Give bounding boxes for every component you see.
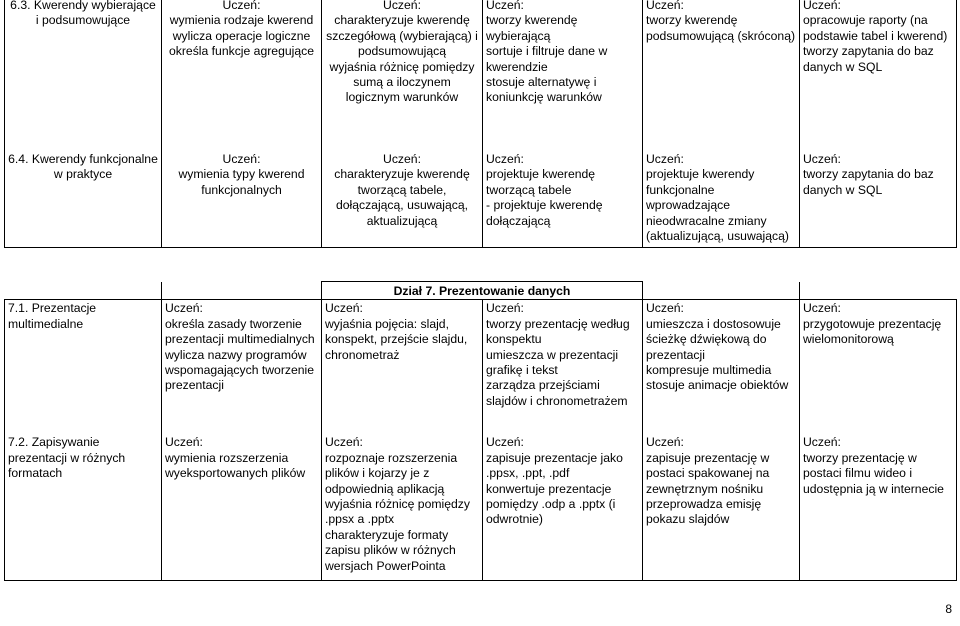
lower-row	[5, 300, 957, 581]
section-title-text: Dział 7. Prezentowanie danych	[393, 284, 571, 298]
requirement: zapisuje prezentację w postaci spakowanej na zewnętrznym nośniku	[646, 450, 770, 496]
requirement: opracowuje raporty (na podstawie tabel i kwerend)	[803, 13, 948, 43]
requirement: tworzy zapytania do baz danych w SQL	[803, 44, 934, 74]
level-cell-3	[483, 300, 643, 581]
student-label: Uczeń:	[165, 301, 203, 316]
requirement: konwertuje prezentacje pomiędzy .odp a .pptx (i odwrotnie)	[486, 481, 616, 527]
student-label: Uczeń:	[486, 435, 524, 450]
student-label: Uczeń:	[383, 152, 421, 166]
level-cell-1	[162, 0, 322, 248]
requirement: rozpoznaje rozszerzenia plików i kojarzy je z odpowiednią aplikacją	[325, 450, 458, 496]
blank-cell	[800, 282, 957, 300]
requirement: charakteryzuje kwerendę tworzącą tabele, dołączającą, usuwającą, aktualizującą	[334, 167, 470, 228]
page-number: 8	[945, 602, 952, 616]
requirement: przygotowuje prezentację wielomonitorową	[803, 316, 942, 347]
level-cell-5	[800, 300, 957, 581]
blank-cell	[5, 282, 162, 300]
student-label: Uczeń:	[325, 301, 363, 316]
requirement: określa funkcje agregujące	[169, 44, 314, 59]
requirement: określa zasady tworzenie prezentacji multimedialnych	[165, 316, 315, 347]
requirement: przeprowadza emisję pokazu slajdów	[646, 497, 762, 527]
requirement: charakteryzuje kwerendę szczegółową (wybierającą) i podsumowującą	[326, 13, 478, 59]
topic-6-3: 6.3. Kwerendy wybierające i podsumowujące	[10, 0, 156, 28]
student-label: Uczeń:	[803, 301, 841, 316]
student-label: Uczeń:	[803, 435, 841, 450]
student-label: Uczeń:	[486, 152, 524, 166]
level-cell-2	[322, 0, 483, 248]
student-label: Uczeń:	[383, 0, 421, 12]
requirement: umieszcza i dostosowuje ścieżkę dźwiękową do prezentacji	[646, 316, 781, 362]
topic-7-2: 7.2. Zapisywanie prezentacji w różnych formatach	[8, 435, 126, 481]
student-label: Uczeń:	[803, 152, 841, 166]
student-label: Uczeń:	[646, 152, 684, 166]
requirement: kompresuje multimedia	[646, 363, 772, 378]
requirement: - projektuje kwerendę dołączającą	[486, 198, 603, 228]
requirement: projektuje kwerendy funkcjonalne wprowadzające nieodwracalne zmiany (aktualizującą, usuwającą)	[646, 167, 789, 244]
requirement: wyjaśnia pojęcia: slajd, konspekt, przejście slajdu, chronometraż	[325, 316, 468, 362]
topic-cell	[5, 300, 162, 581]
student-label: Uczeń:	[486, 301, 524, 316]
level-cell-4	[643, 300, 800, 581]
student-label: Uczeń:	[646, 435, 684, 450]
requirement: wymienia typy kwerend funkcjonalnych	[178, 167, 305, 197]
requirement: stosuje animacje obiektów	[646, 378, 789, 393]
level-cell-5	[800, 0, 957, 248]
student-label: Uczeń:	[165, 435, 203, 450]
requirement: zapisuje prezentacje jako .ppsx, .ppt, .pdf	[486, 450, 623, 481]
requirement: wyjaśnia różnicę pomiędzy .ppsx a .pptx	[325, 497, 470, 527]
requirement: tworzy prezentację w postaci filmu wideo i udostępnia ją w internecie	[803, 450, 944, 496]
topic-cell	[5, 0, 162, 248]
blank-cell	[643, 282, 800, 300]
level-cell-4	[643, 0, 800, 248]
requirement: tworzy kwerendę wybierającą	[486, 13, 578, 43]
level-cell-2	[322, 300, 483, 581]
requirement: wymienia rozszerzenia wyeksportowanych plików	[165, 450, 306, 481]
requirement: zarządza przejściami slajdów i chronometrażem	[486, 378, 628, 408]
requirement: charakteryzuje formaty zapisu plików w różnych wersjach PowerPointa	[325, 527, 456, 573]
section-header-row	[5, 282, 957, 300]
requirement: umieszcza w prezentacji grafikę i tekst	[486, 347, 619, 378]
requirement: wylicza operacje logiczne	[172, 28, 311, 43]
lower-requirements-table	[4, 281, 957, 581]
blank-cell	[162, 282, 322, 300]
student-label: Uczeń:	[222, 152, 261, 166]
requirement: sortuje i filtruje dane w kwerendzie	[486, 44, 608, 74]
upper-requirements-table	[4, 0, 957, 248]
upper-row	[5, 0, 957, 248]
requirement: tworzy zapytania do baz danych w SQL	[803, 167, 934, 197]
student-label: Uczeń:	[486, 0, 524, 12]
requirement: tworzy kwerendę podsumowującą (skróconą)	[646, 13, 796, 43]
student-label: Uczeń:	[803, 0, 841, 12]
student-label: Uczeń:	[646, 0, 684, 12]
requirement: stosuje alternatywę i koniunkcję warunków	[486, 75, 602, 105]
student-label: Uczeń:	[222, 0, 261, 12]
requirement: wylicza nazwy programów wspomagających tworzenie prezentacji	[165, 347, 315, 393]
student-label: Uczeń:	[646, 301, 684, 316]
level-cell-3	[483, 0, 643, 248]
requirement: wymienia rodzaje kwerend	[169, 13, 314, 28]
student-label: Uczeń:	[325, 435, 363, 450]
topic-7-1: 7.1. Prezentacje multimedialne	[8, 301, 97, 331]
level-cell-1	[162, 300, 322, 581]
requirement: wyjaśnia różnicę pomiędzy sumą a iloczynem logicznym warunków	[329, 59, 475, 105]
requirement: tworzy prezentację według konspektu	[486, 316, 630, 347]
requirement: projektuje kwerendę tworzącą tabele	[486, 167, 596, 197]
section-title	[322, 282, 643, 300]
topic-6-4: 6.4. Kwerendy funkcjonalne w praktyce	[8, 152, 158, 182]
